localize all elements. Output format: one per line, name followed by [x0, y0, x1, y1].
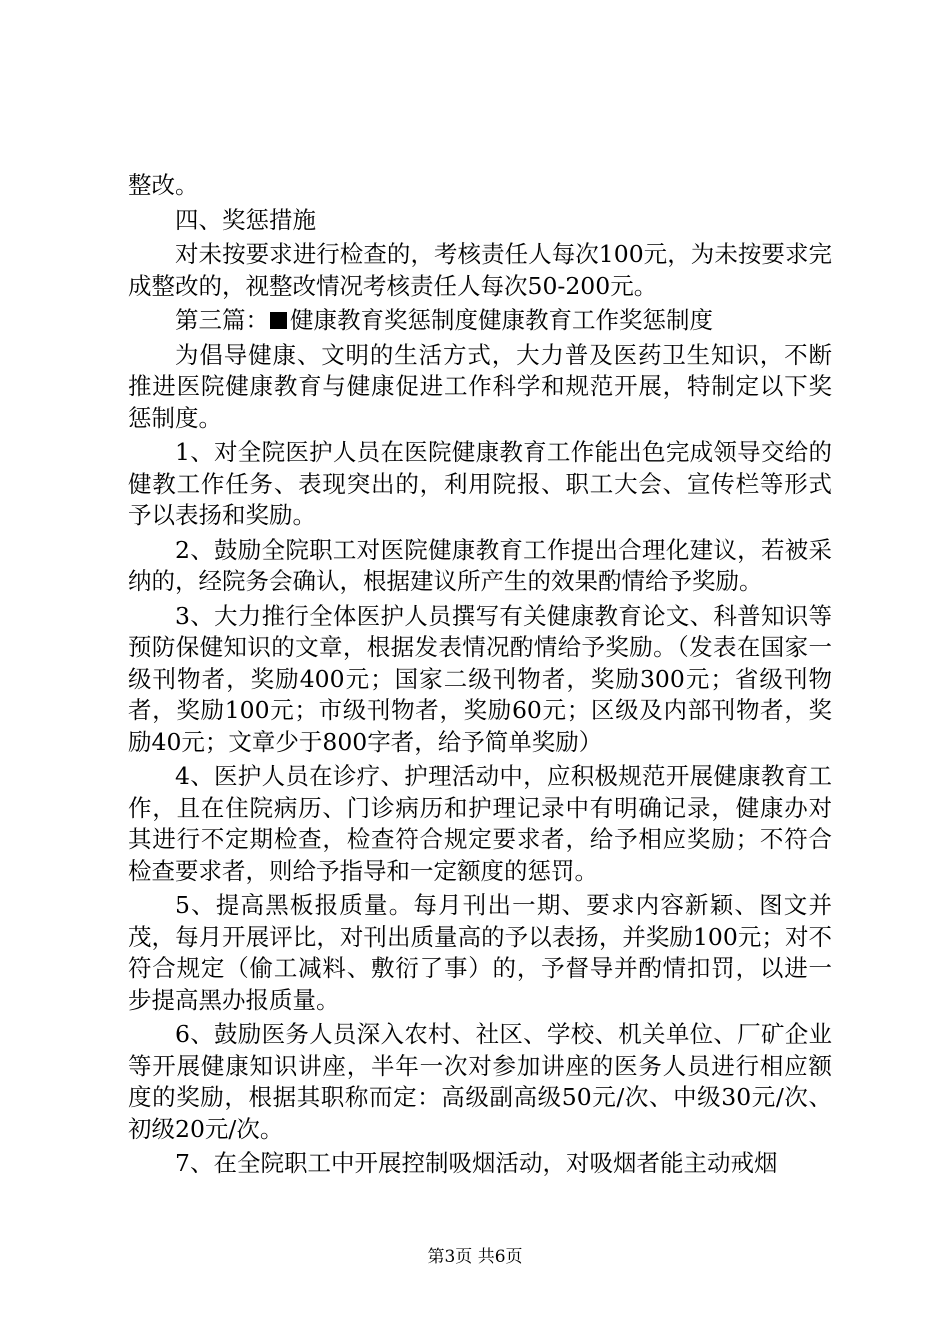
paragraph-item-3: 3、大力推行全体医护人员撰写有关健康教育论文、科普知识等预防保健知识的文章，根据发表情况酌情给予奖励。（发表在国家一级刊物者，奖励400元；国家二级刊物者，奖励300元；省级刊物者，奖励100元；市级刊物者，奖励60元；区级及内部刊物者，奖励40元；文章少于800字者，给予简单奖励）: [128, 601, 832, 756]
paragraph-item-6: 6、鼓励医务人员深入农村、社区、学校、机关单位、厂矿企业等开展健康知识讲座，半年一次对参加讲座的医务人员进行相应额度的奖励，根据其职称而定：高级副高级50元/次、中级30元/次、初级20元/次。: [128, 1020, 832, 1143]
paragraph-penalty: 对未按要求进行检查的，考核责任人每次100元，为未按要求完成整改的，视整改情况考核责任人每次50-200元。: [128, 240, 832, 300]
page-number: 第3页 共6页: [427, 1247, 523, 1267]
paragraph-item-1: 1、对全院医护人员在医院健康教育工作能出色完成领导交给的健教工作任务、表现突出的，利用院报、职工大会、宣传栏等形式予以表扬和奖励。: [128, 438, 832, 529]
document-body: [128, 170, 832, 1183]
section-heading-rewards: 四、奖惩措施: [175, 205, 316, 234]
page-footer: [0, 1242, 950, 1267]
paragraph-continuation: 整改。: [128, 171, 199, 199]
paragraph-item-7: 7、在全院职工中开展控制吸烟活动，对吸烟者能主动戒烟: [175, 1149, 778, 1177]
chapter-prefix: 第三篇：: [175, 306, 269, 334]
paragraph-item-4: 4、医护人员在诊疗、护理活动中，应积极规范开展健康教育工作，且在住院病历、门诊病历和护理记录中有明确记录，健康办对其进行不定期检查，检查符合规定要求者，给予相应奖励；不符合检查要求者，则给予指导和一定额度的惩罚。: [128, 762, 832, 885]
paragraph-intro: 为倡导健康、文明的生活方式，大力普及医药卫生知识，不断推进医院健康教育与健康促进工作科学和规范开展，特制定以下奖惩制度。: [128, 340, 832, 432]
black-square-icon: [270, 312, 287, 329]
paragraph-item-5: 5、提高黑板报质量。每月刊出一期、要求内容新颖、图文并茂，每月开展评比，对刊出质量高的予以表扬，并奖励100元；对不符合规定（偷工减料、敷衍了事）的，予督导并酌情扣罚，以进一步提高黑办报质量。: [128, 891, 832, 1014]
chapter-heading: [128, 305, 832, 337]
paragraph-item-2: 2、鼓励全院职工对医院健康教育工作提出合理化建议，若被采纳的，经院务会确认，根据建议所产生的效果酌情给予奖励。: [128, 535, 832, 595]
chapter-title: 健康教育奖惩制度健康教育工作奖惩制度: [290, 306, 713, 334]
